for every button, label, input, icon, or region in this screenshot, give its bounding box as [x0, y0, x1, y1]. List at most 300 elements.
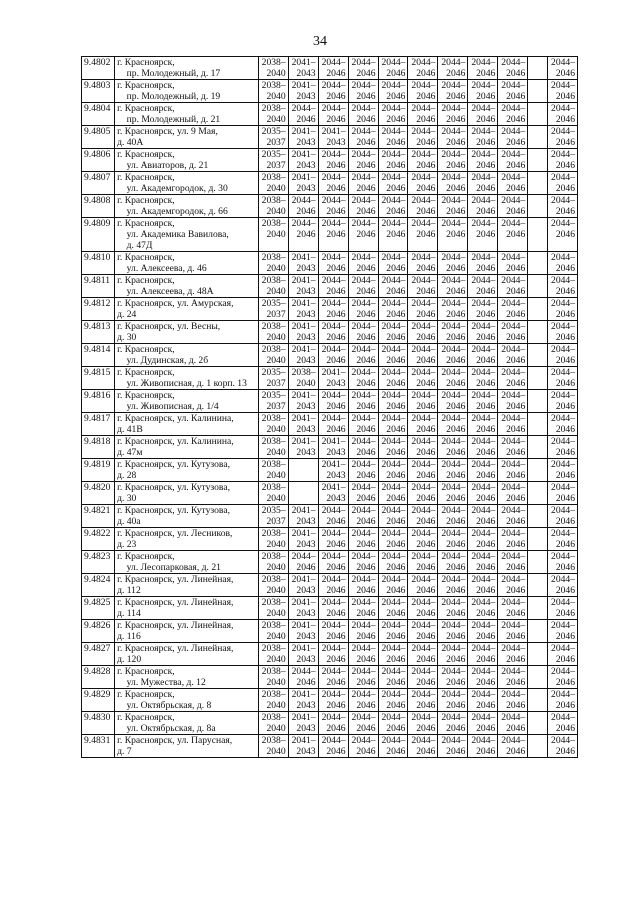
empty-cell: [528, 551, 548, 574]
period-cell: 2041– 2043: [288, 528, 318, 551]
period-cell: 2044– 2046: [348, 367, 378, 390]
empty-cell: [528, 712, 548, 735]
table-row: [82, 172, 578, 195]
period-cell: 2038– 2040: [258, 459, 288, 482]
period-cell: 2044– 2046: [348, 218, 378, 252]
period-cell: 2038– 2040: [258, 689, 288, 712]
period-cell: 2044– 2046: [318, 321, 348, 344]
period-cell: 2041– 2043: [288, 689, 318, 712]
period-cell: 2044– 2046: [438, 390, 468, 413]
address-cell: г. Красноярск, ул. 9 Мая, д. 40А: [115, 126, 259, 149]
period-cell: 2044– 2046: [348, 712, 378, 735]
period-cell: 2044– 2046: [498, 620, 528, 643]
row-number: 9.4819: [82, 459, 115, 482]
period-cell: 2044– 2046: [468, 298, 498, 321]
table-row: [82, 666, 578, 689]
period-cell: 2044– 2046: [378, 505, 408, 528]
period-cell: 2038– 2040: [258, 528, 288, 551]
row-number: 9.4818: [82, 436, 115, 459]
period-cell: 2044– 2046: [468, 597, 498, 620]
period-cell: 2044– 2046: [438, 620, 468, 643]
period-cell: 2044– 2046: [438, 344, 468, 367]
period-cell: 2044– 2046: [438, 80, 468, 103]
period-cell: [288, 459, 318, 482]
period-cell: 2044– 2046: [498, 103, 528, 126]
row-number: 9.4823: [82, 551, 115, 574]
address-cell: г. Красноярск, ул. Алексеева, д. 46: [115, 252, 259, 275]
period-cell: 2044– 2046: [498, 80, 528, 103]
period-cell: [288, 482, 318, 505]
period-cell-last: 2044– 2046: [547, 712, 577, 735]
row-number: 9.4803: [82, 80, 115, 103]
period-cell: 2044– 2046: [348, 149, 378, 172]
period-cell: 2044– 2046: [498, 218, 528, 252]
period-cell: 2044– 2046: [318, 643, 348, 666]
empty-cell: [528, 344, 548, 367]
period-cell: 2044– 2046: [438, 275, 468, 298]
period-cell: 2038– 2040: [288, 367, 318, 390]
empty-cell: [528, 390, 548, 413]
period-cell: 2041– 2043: [288, 436, 318, 459]
period-cell: 2044– 2046: [408, 57, 438, 80]
period-cell-last: 2044– 2046: [547, 80, 577, 103]
period-cell: 2044– 2046: [408, 666, 438, 689]
period-cell: 2044– 2046: [498, 413, 528, 436]
empty-cell: [528, 528, 548, 551]
empty-cell: [528, 505, 548, 528]
period-cell-last: 2044– 2046: [547, 298, 577, 321]
period-cell-last: 2044– 2046: [547, 103, 577, 126]
period-cell-last: 2044– 2046: [547, 459, 577, 482]
period-cell: 2044– 2046: [468, 413, 498, 436]
period-cell: 2038– 2040: [258, 252, 288, 275]
period-cell: 2044– 2046: [468, 149, 498, 172]
period-cell: 2041– 2043: [288, 390, 318, 413]
empty-cell: [528, 666, 548, 689]
period-cell: 2044– 2046: [438, 57, 468, 80]
period-cell: 2044– 2046: [498, 275, 528, 298]
period-cell: 2044– 2046: [378, 597, 408, 620]
table-row: [82, 275, 578, 298]
period-cell: 2044– 2046: [468, 551, 498, 574]
empty-cell: [528, 195, 548, 218]
period-cell: 2044– 2046: [408, 436, 438, 459]
period-cell: 2044– 2046: [498, 666, 528, 689]
empty-cell: [528, 735, 548, 758]
period-cell-last: 2044– 2046: [547, 666, 577, 689]
period-cell: 2044– 2046: [468, 459, 498, 482]
period-cell: 2044– 2046: [378, 459, 408, 482]
period-cell: 2044– 2046: [468, 275, 498, 298]
period-cell: 2044– 2046: [348, 459, 378, 482]
period-cell: 2041– 2043: [288, 735, 318, 758]
period-cell: 2044– 2046: [438, 459, 468, 482]
period-cell: 2044– 2046: [468, 252, 498, 275]
period-cell: 2044– 2046: [498, 528, 528, 551]
period-cell: 2044– 2046: [408, 195, 438, 218]
period-cell: 2044– 2046: [318, 505, 348, 528]
period-cell: 2044– 2046: [378, 574, 408, 597]
empty-cell: [528, 275, 548, 298]
row-number: 9.4812: [82, 298, 115, 321]
table-row: [82, 413, 578, 436]
empty-cell: [528, 149, 548, 172]
period-cell: 2044– 2046: [498, 149, 528, 172]
row-number: 9.4822: [82, 528, 115, 551]
period-cell: 2038– 2040: [258, 551, 288, 574]
period-cell: 2038– 2040: [258, 436, 288, 459]
row-number: 9.4826: [82, 620, 115, 643]
period-cell: 2035– 2037: [258, 126, 288, 149]
period-cell: 2038– 2040: [258, 735, 288, 758]
period-cell: 2044– 2046: [438, 218, 468, 252]
row-number: 9.4816: [82, 390, 115, 413]
period-cell: 2044– 2046: [318, 551, 348, 574]
period-cell: 2044– 2046: [318, 149, 348, 172]
period-cell: 2038– 2040: [258, 620, 288, 643]
row-number: 9.4811: [82, 275, 115, 298]
period-cell: 2044– 2046: [318, 103, 348, 126]
period-cell: 2038– 2040: [258, 103, 288, 126]
table-row: [82, 482, 578, 505]
period-cell: 2044– 2046: [288, 666, 318, 689]
table-row: [82, 298, 578, 321]
period-cell: 2044– 2046: [438, 149, 468, 172]
period-cell: 2044– 2046: [378, 689, 408, 712]
period-cell: 2044– 2046: [468, 321, 498, 344]
period-cell: 2038– 2040: [258, 482, 288, 505]
table-row: [82, 528, 578, 551]
table-row: [82, 459, 578, 482]
period-cell: 2044– 2046: [408, 172, 438, 195]
row-number: 9.4817: [82, 413, 115, 436]
period-cell: 2044– 2046: [408, 218, 438, 252]
period-cell: 2044– 2046: [348, 390, 378, 413]
period-cell: 2044– 2046: [498, 574, 528, 597]
period-cell: 2035– 2037: [258, 149, 288, 172]
period-cell: 2044– 2046: [438, 712, 468, 735]
empty-cell: [528, 597, 548, 620]
period-cell: 2044– 2046: [408, 574, 438, 597]
address-cell: г. Красноярск, ул. Линейная, д. 114: [115, 597, 259, 620]
table-row: [82, 574, 578, 597]
address-cell: г. Красноярск, ул. Лесников, д. 23: [115, 528, 259, 551]
period-cell: 2041– 2043: [318, 482, 348, 505]
table-row: [82, 80, 578, 103]
table-row: [82, 252, 578, 275]
address-cell: г. Красноярск, пр. Молодежный, д. 19: [115, 80, 259, 103]
period-cell: 2044– 2046: [468, 218, 498, 252]
period-cell: 2044– 2046: [468, 620, 498, 643]
period-cell-last: 2044– 2046: [547, 126, 577, 149]
period-cell: 2044– 2046: [408, 275, 438, 298]
period-cell: 2044– 2046: [498, 126, 528, 149]
period-cell: 2044– 2046: [318, 344, 348, 367]
period-cell-last: 2044– 2046: [547, 321, 577, 344]
empty-cell: [528, 252, 548, 275]
address-cell: г. Красноярск, ул. Академика Вавилова, д. 47Д: [115, 218, 259, 252]
period-cell: 2044– 2046: [318, 252, 348, 275]
row-number: 9.4815: [82, 367, 115, 390]
period-cell: 2044– 2046: [288, 551, 318, 574]
period-cell: 2041– 2043: [288, 172, 318, 195]
period-cell-last: 2044– 2046: [547, 149, 577, 172]
period-cell: 2044– 2046: [468, 574, 498, 597]
empty-cell: [528, 689, 548, 712]
table-row: [82, 436, 578, 459]
period-cell: 2044– 2046: [348, 172, 378, 195]
period-cell: 2044– 2046: [348, 597, 378, 620]
empty-cell: [528, 413, 548, 436]
period-cell: 2044– 2046: [438, 597, 468, 620]
row-number: 9.4821: [82, 505, 115, 528]
period-cell: 2044– 2046: [378, 482, 408, 505]
period-cell: 2044– 2046: [348, 57, 378, 80]
row-number: 9.4805: [82, 126, 115, 149]
period-cell: 2041– 2043: [288, 620, 318, 643]
period-cell: 2035– 2037: [258, 298, 288, 321]
period-cell: 2038– 2040: [258, 344, 288, 367]
address-cell: г. Красноярск, ул. Кутузова, д. 40а: [115, 505, 259, 528]
row-number: 9.4804: [82, 103, 115, 126]
page-number: 34: [313, 34, 327, 49]
period-cell: 2044– 2046: [318, 597, 348, 620]
period-cell: 2044– 2046: [468, 666, 498, 689]
period-cell: 2044– 2046: [318, 735, 348, 758]
period-cell: 2044– 2046: [468, 390, 498, 413]
period-cell: 2041– 2043: [288, 252, 318, 275]
address-cell: г. Красноярск, ул. Калинина, д. 41В: [115, 413, 259, 436]
period-cell: 2044– 2046: [498, 195, 528, 218]
period-cell: 2041– 2043: [318, 436, 348, 459]
period-cell: 2041– 2043: [288, 126, 318, 149]
empty-cell: [528, 321, 548, 344]
period-cell: 2038– 2040: [258, 195, 288, 218]
period-cell: 2044– 2046: [378, 218, 408, 252]
period-cell: 2044– 2046: [438, 436, 468, 459]
period-cell: 2044– 2046: [438, 689, 468, 712]
period-cell: 2044– 2046: [318, 57, 348, 80]
period-cell: 2044– 2046: [348, 344, 378, 367]
period-cell-last: 2044– 2046: [547, 528, 577, 551]
period-cell: 2044– 2046: [408, 390, 438, 413]
period-cell-last: 2044– 2046: [547, 689, 577, 712]
period-cell: 2044– 2046: [438, 172, 468, 195]
period-cell: 2044– 2046: [408, 103, 438, 126]
address-cell: г. Красноярск, ул. Весны, д. 30: [115, 321, 259, 344]
table-row: [82, 505, 578, 528]
period-cell: 2044– 2046: [438, 413, 468, 436]
period-cell: 2044– 2046: [348, 321, 378, 344]
period-cell: 2044– 2046: [498, 344, 528, 367]
empty-cell: [528, 57, 548, 80]
period-cell: 2044– 2046: [348, 436, 378, 459]
period-cell-last: 2044– 2046: [547, 436, 577, 459]
period-cell: 2044– 2046: [468, 528, 498, 551]
address-cell: г. Красноярск, ул. Калинина, д. 47м: [115, 436, 259, 459]
period-cell: 2044– 2046: [468, 505, 498, 528]
period-cell: 2044– 2046: [348, 505, 378, 528]
period-cell: 2038– 2040: [258, 643, 288, 666]
period-cell: 2038– 2040: [258, 218, 288, 252]
empty-cell: [528, 298, 548, 321]
period-cell: 2044– 2046: [348, 574, 378, 597]
table-row: [82, 149, 578, 172]
period-cell: 2044– 2046: [498, 735, 528, 758]
period-cell: 2044– 2046: [318, 80, 348, 103]
period-cell: 2044– 2046: [498, 597, 528, 620]
period-cell: 2044– 2046: [408, 712, 438, 735]
period-cell: 2044– 2046: [348, 103, 378, 126]
period-cell: 2044– 2046: [498, 390, 528, 413]
period-cell: 2044– 2046: [498, 482, 528, 505]
period-cell-last: 2044– 2046: [547, 252, 577, 275]
period-cell: 2044– 2046: [438, 643, 468, 666]
period-cell-last: 2044– 2046: [547, 413, 577, 436]
table-row: [82, 57, 578, 80]
period-cell: 2035– 2037: [258, 505, 288, 528]
period-cell-last: 2044– 2046: [547, 367, 577, 390]
table-row: [82, 390, 578, 413]
row-number: 9.4830: [82, 712, 115, 735]
period-cell: 2041– 2043: [318, 367, 348, 390]
period-cell-last: 2044– 2046: [547, 482, 577, 505]
period-cell: 2044– 2046: [408, 367, 438, 390]
period-cell: 2044– 2046: [438, 103, 468, 126]
period-cell: 2041– 2043: [288, 80, 318, 103]
row-number: 9.4829: [82, 689, 115, 712]
address-cell: г. Красноярск, ул. Авиаторов, д. 21: [115, 149, 259, 172]
period-cell: 2044– 2046: [498, 252, 528, 275]
address-cell: г. Красноярск, ул. Мужества, д. 12: [115, 666, 259, 689]
period-cell: 2044– 2046: [378, 643, 408, 666]
table-row: [82, 643, 578, 666]
address-cell: г. Красноярск, ул. Линейная, д. 112: [115, 574, 259, 597]
period-cell: 2044– 2046: [348, 298, 378, 321]
period-cell: 2044– 2046: [378, 712, 408, 735]
period-cell: 2044– 2046: [468, 643, 498, 666]
address-cell: г. Красноярск, пр. Молодежный, д. 21: [115, 103, 259, 126]
empty-cell: [528, 367, 548, 390]
table-row: [82, 126, 578, 149]
address-cell: г. Красноярск, ул. Линейная, д. 120: [115, 643, 259, 666]
empty-cell: [528, 574, 548, 597]
period-cell: 2044– 2046: [378, 275, 408, 298]
period-cell: 2044– 2046: [498, 436, 528, 459]
period-cell: 2044– 2046: [378, 298, 408, 321]
period-cell: 2044– 2046: [318, 195, 348, 218]
period-cell: 2044– 2046: [318, 666, 348, 689]
period-cell: 2044– 2046: [378, 195, 408, 218]
address-cell: г. Красноярск, ул. Дудинская, д. 2б: [115, 344, 259, 367]
period-cell: 2044– 2046: [378, 149, 408, 172]
period-cell: 2044– 2046: [348, 735, 378, 758]
table-row: [82, 551, 578, 574]
period-cell: 2044– 2046: [438, 735, 468, 758]
period-cell: 2041– 2043: [288, 597, 318, 620]
row-number: 9.4825: [82, 597, 115, 620]
period-cell: 2041– 2043: [288, 298, 318, 321]
period-cell: 2044– 2046: [318, 172, 348, 195]
period-cell: 2044– 2046: [438, 551, 468, 574]
period-cell: 2044– 2046: [408, 149, 438, 172]
period-cell: 2044– 2046: [468, 482, 498, 505]
period-cell: 2044– 2046: [468, 436, 498, 459]
period-cell: 2044– 2046: [378, 436, 408, 459]
period-cell: 2044– 2046: [498, 57, 528, 80]
address-cell: г. Красноярск, ул. Кутузова, д. 30: [115, 482, 259, 505]
period-cell: 2038– 2040: [258, 413, 288, 436]
row-number: 9.4813: [82, 321, 115, 344]
period-cell: 2044– 2046: [498, 367, 528, 390]
period-cell: 2044– 2046: [468, 195, 498, 218]
period-cell-last: 2044– 2046: [547, 195, 577, 218]
period-cell: 2044– 2046: [318, 712, 348, 735]
table-row: [82, 689, 578, 712]
period-cell: 2044– 2046: [318, 413, 348, 436]
period-cell: 2044– 2046: [408, 505, 438, 528]
period-cell: 2044– 2046: [348, 195, 378, 218]
table-row: [82, 103, 578, 126]
period-cell: 2044– 2046: [318, 528, 348, 551]
empty-cell: [528, 459, 548, 482]
period-cell: 2044– 2046: [378, 344, 408, 367]
period-cell-last: 2044– 2046: [547, 390, 577, 413]
period-cell: 2041– 2043: [288, 275, 318, 298]
period-cell: 2044– 2046: [378, 528, 408, 551]
empty-cell: [528, 172, 548, 195]
period-cell: 2044– 2046: [468, 57, 498, 80]
table-row: [82, 735, 578, 758]
row-number: 9.4808: [82, 195, 115, 218]
address-cell: г. Красноярск, пр. Молодежный, д. 17: [115, 57, 259, 80]
period-cell: 2044– 2046: [348, 643, 378, 666]
row-number: 9.4824: [82, 574, 115, 597]
period-cell: 2044– 2046: [438, 195, 468, 218]
row-number: 9.4806: [82, 149, 115, 172]
period-cell: 2044– 2046: [498, 712, 528, 735]
period-cell: 2044– 2046: [438, 482, 468, 505]
period-cell: 2044– 2046: [408, 459, 438, 482]
period-cell: 2044– 2046: [348, 482, 378, 505]
table-row: [82, 195, 578, 218]
period-cell: 2044– 2046: [378, 103, 408, 126]
period-cell: 2044– 2046: [498, 298, 528, 321]
period-cell: 2044– 2046: [348, 275, 378, 298]
period-cell-last: 2044– 2046: [547, 735, 577, 758]
period-cell: 2044– 2046: [498, 643, 528, 666]
address-cell: г. Красноярск, ул. Академгородок, д. 66: [115, 195, 259, 218]
period-cell-last: 2044– 2046: [547, 505, 577, 528]
empty-cell: [528, 620, 548, 643]
period-cell: 2044– 2046: [438, 252, 468, 275]
period-cell: 2044– 2046: [288, 103, 318, 126]
row-number: 9.4802: [82, 57, 115, 80]
period-cell: 2041– 2043: [288, 505, 318, 528]
period-cell: 2044– 2046: [408, 321, 438, 344]
period-cell: 2044– 2046: [318, 390, 348, 413]
period-cell: 2035– 2037: [258, 390, 288, 413]
address-cell: г. Красноярск, ул. Октябрьская, д. 8а: [115, 712, 259, 735]
period-cell: 2041– 2043: [288, 344, 318, 367]
address-cell: г. Красноярск, ул. Академгородок, д. 30: [115, 172, 259, 195]
period-cell: 2044– 2046: [438, 528, 468, 551]
period-cell: 2044– 2046: [498, 551, 528, 574]
period-cell: 2044– 2046: [378, 390, 408, 413]
period-cell-last: 2044– 2046: [547, 57, 577, 80]
period-cell: 2044– 2046: [498, 172, 528, 195]
address-cell: г. Красноярск, ул. Лесопарковая, д. 21: [115, 551, 259, 574]
